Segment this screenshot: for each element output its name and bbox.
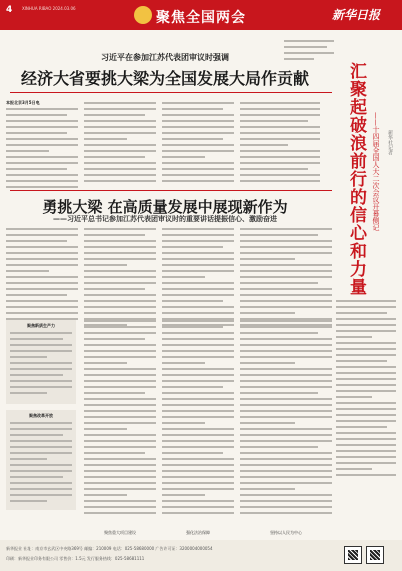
column-caption: 聚焦重大项目建设: [104, 530, 136, 535]
lead-column-1: [6, 108, 78, 192]
lead-column-2: [84, 102, 156, 186]
emblem-icon: [134, 6, 152, 24]
side-story-body: [336, 300, 396, 480]
lead-column-3: [162, 102, 234, 186]
second-headline: 勇挑大梁 在高质量发展中展现新作为: [42, 198, 288, 216]
top-right-column: [284, 40, 334, 64]
paper-logo: 新华日报: [332, 8, 381, 22]
sidebar-box-2-text: [10, 422, 72, 506]
second-column-4: [240, 228, 332, 330]
second-column-3: [162, 228, 234, 330]
masthead-bar: [0, 0, 402, 30]
lower-column-4: [240, 320, 332, 518]
side-story-subtitle: ——十四届全国人大二次会议开幕侧记: [372, 112, 380, 231]
page-number: 4: [6, 5, 13, 15]
lower-column-3: [162, 320, 234, 518]
second-column-1: [6, 228, 78, 330]
lead-column-4: [240, 102, 320, 186]
footer-line-2: 印刷：新华报业印务有限公司 零售价：1.5元 发行服务热线：025-58681111: [6, 556, 145, 561]
lead-dateline: 本报北京3月5日电: [6, 100, 40, 105]
lead-kicker: 习近平在参加江苏代表团审议时强调: [101, 53, 229, 62]
side-story-title: 汇聚起破浪前行的信心和力量: [346, 62, 366, 296]
qr-code-icon: [344, 546, 362, 564]
lead-headline: 经济大省要挑大梁为全国发展大局作贡献: [20, 69, 309, 88]
sidebar-box-title: 聚焦新质生产力: [27, 323, 55, 328]
second-column-2: [84, 228, 156, 330]
column-caption: 坚持以人民为中心: [270, 530, 302, 535]
qr-code-icon: [366, 546, 384, 564]
section-banner: 聚焦全国两会: [156, 10, 246, 26]
divider: [10, 92, 332, 93]
lower-column-2: [84, 320, 156, 518]
second-deck: ——习近平总书记参加江苏代表团审议时的重要讲话提振信心、激励奋进: [53, 215, 277, 223]
footer: [0, 540, 402, 571]
footer-line-1: 新华报业 社址：南京市玄武区中央路369号 邮编：210009 电话：025-58680000 广告许可证：3200004000054: [6, 546, 213, 551]
masthead-meta: XINHUA RIBAO 2024.03.06: [22, 6, 76, 11]
divider: [10, 190, 332, 191]
sidebar-box-1-text: [10, 332, 72, 398]
side-story-byline: 新华社记者: [387, 130, 393, 155]
column-caption: 强化法治保障: [186, 530, 210, 535]
sidebar-box-title: 聚焦改革开放: [29, 413, 53, 418]
